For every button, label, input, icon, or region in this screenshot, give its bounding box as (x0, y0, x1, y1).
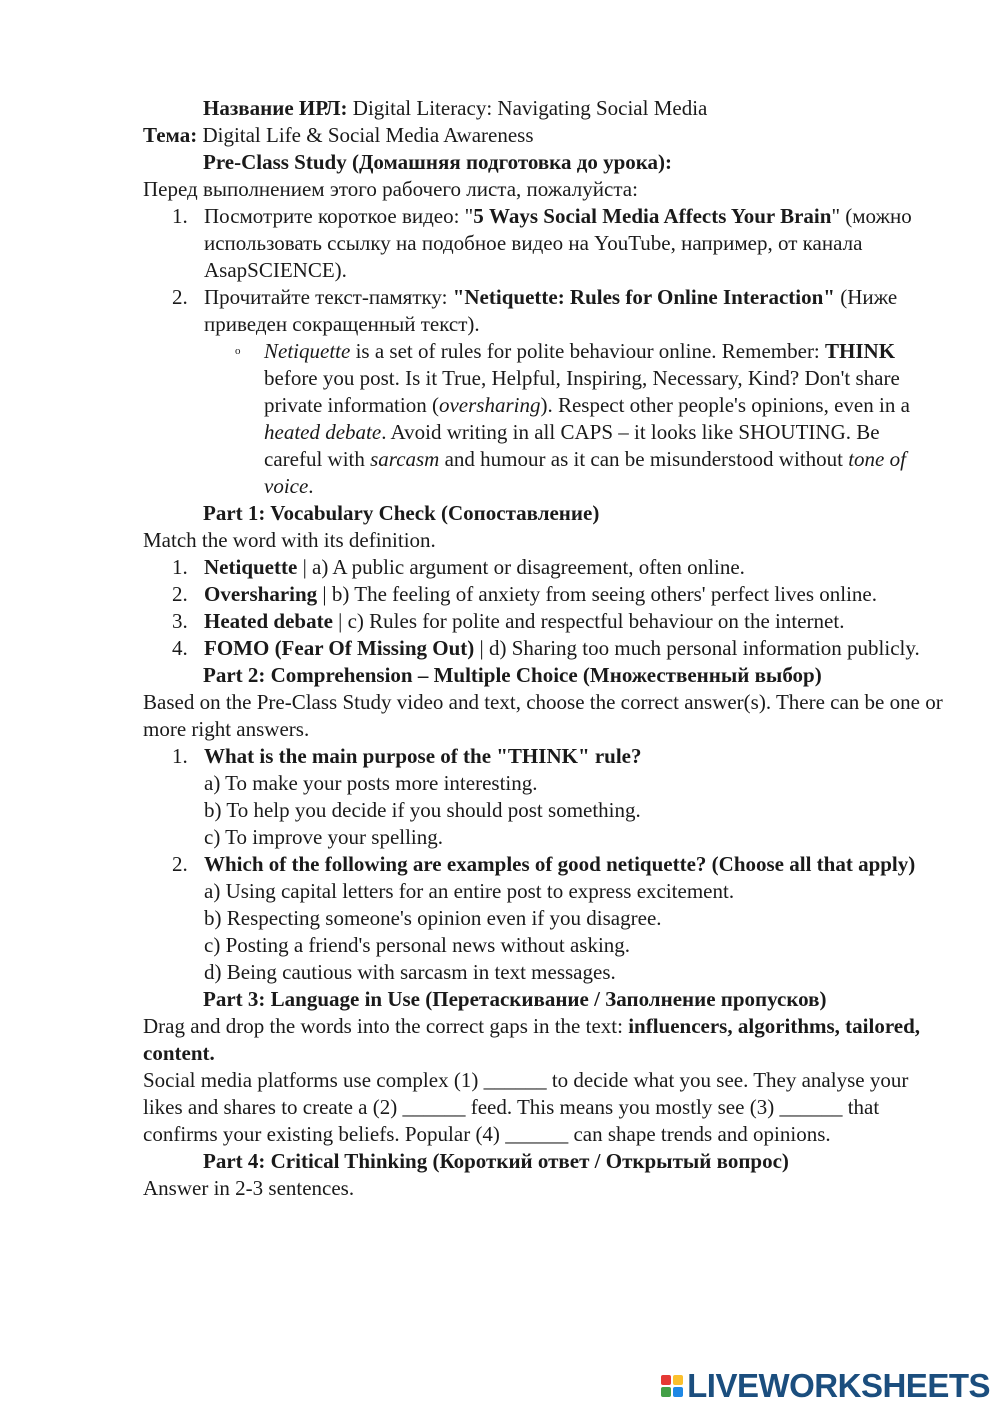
answer-option[interactable]: b) To help you decide if you should post something. (204, 798, 641, 822)
preclass-list (143, 203, 943, 500)
preclass-heading: Pre-Class Study (Домашняя подготовка до урока): (203, 150, 673, 174)
title-line: Название ИРЛ: Digital Literacy: Navigating Social Media (203, 96, 708, 120)
question: 2. Which of the following are examples of good netiquette? (Choose all that apply) (172, 852, 916, 876)
part3-heading: Part 3: Language in Use (Перетаскивание / Заполнение пропусков) (203, 987, 827, 1011)
bullet-icon: o (235, 345, 241, 357)
answer-option[interactable]: a) Using capital letters for an entire post to express excitement. (204, 879, 735, 903)
gap-2[interactable]: ______ (402, 1095, 466, 1119)
vocab-item: 3. Heated debate | c) Rules for polite and respectful behaviour on the internet. (172, 609, 845, 633)
part4-instruction: Answer in 2-3 sentences. (143, 1176, 355, 1200)
logo-icon (661, 1375, 683, 1397)
question: 1. What is the main purpose of the "THINK" rule? (172, 744, 642, 768)
list-item: 1. Посмотрите короткое видео: "5 Ways Social Media Affects Your Brain" (можно использовать ссылку на подобное видео на YouTube, например, от канала AsapSCIENCE). (172, 204, 912, 282)
vocab-item: 1. Netiquette | a) A public argument or disagreement, often online. (172, 555, 745, 579)
gap-4[interactable]: ______ (505, 1122, 569, 1146)
netiquette-text: o Netiquette is a set of rules for polite behaviour online. Remember: THINK before you post. Is it True, Helpful, Inspiring, Necessary, Kind? Don't share private information (oversharing). Respect other people's opinions, even in a heated debate. Avoid writing in all CAPS – it looks like SHOUTING. Be careful with sarcasm and humour as it can be misunderstood without tone of voice. (235, 339, 910, 498)
liveworksheets-logo (661, 1368, 990, 1404)
part2-heading: Part 2: Comprehension – Multiple Choice (Множественный выбор) (203, 663, 822, 687)
part2-instruction: Based on the Pre-Class Study video and text, choose the correct answer(s). There can be one or more right answers. (143, 690, 943, 741)
brand-name: LIVEWORKSHEETS (687, 1367, 990, 1404)
answer-option[interactable]: c) Posting a friend's personal news without asking. (204, 933, 631, 957)
answer-option[interactable]: b) Respecting someone's opinion even if you disagree. (204, 906, 662, 930)
mcq-list (143, 743, 943, 986)
vocab-item: 4. FOMO (Fear Of Missing Out) | d) Sharing too much personal information publicly. (172, 636, 920, 660)
topic-line: Тема: Digital Life & Social Media Awareness (143, 123, 534, 147)
worksheet (143, 95, 943, 1202)
gap-fill-text: Social media platforms use complex (1) ______ to decide what you see. They analyse your likes and shares to create a (2) ______ feed. This means you mostly see (3) ______ that confirms your existing beliefs. Popular (4) ______ can shape trends and opinions. (143, 1068, 909, 1146)
gap-3[interactable]: ______ (779, 1095, 843, 1119)
vocab-item: 2. Oversharing | b) The feeling of anxiety from seeing others' perfect lives online. (172, 582, 878, 606)
gap-1[interactable]: ______ (483, 1068, 547, 1092)
part4-heading: Part 4: Critical Thinking (Короткий ответ / Открытый вопрос) (203, 1149, 789, 1173)
word-bank: influencers, algorithms, tailored, content. (143, 1014, 921, 1065)
preclass-intro: Перед выполнением этого рабочего листа, пожалуйста: (143, 177, 638, 201)
answer-option[interactable]: c) To improve your spelling. (204, 825, 444, 849)
answer-option[interactable]: a) To make your posts more interesting. (204, 771, 538, 795)
part1-heading: Part 1: Vocabulary Check (Сопоставление) (203, 501, 600, 525)
part1-instruction: Match the word with its definition. (143, 528, 436, 552)
part3-instruction: Drag and drop the words into the correct gaps in the text: influencers, algorithms, tailored, content. (143, 1014, 921, 1065)
answer-option[interactable]: d) Being cautious with sarcasm in text messages. (204, 960, 616, 984)
vocab-list (143, 554, 943, 662)
list-item: 2. Прочитайте текст-памятку: "Netiquette: Rules for Online Interaction" (Ниже приведен сокращенный текст). (172, 285, 898, 336)
